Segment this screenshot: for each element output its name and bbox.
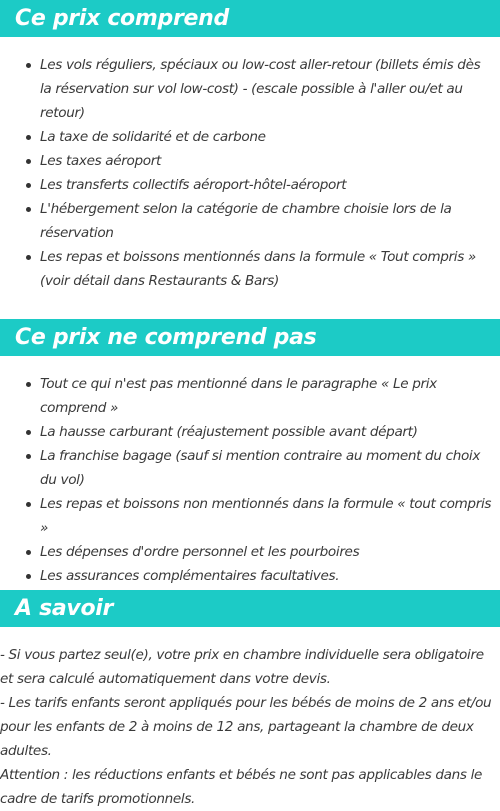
bullet-icon xyxy=(26,550,31,555)
list-item: La franchise bagage (sauf si mention contraire au moment du choix du vol) xyxy=(0,444,500,492)
list-item: La hausse carburant (réajustement possible avant départ) xyxy=(0,420,500,444)
list-item: Les repas et boissons mentionnés dans la formule « Tout compris » (voir détail dans Restaurants & Bars) xyxy=(0,245,500,293)
bullet-icon xyxy=(26,63,31,68)
bullet-icon xyxy=(26,207,31,212)
list-item: Les assurances complémentaires facultatives. xyxy=(0,564,500,588)
bullet-icon xyxy=(26,574,31,579)
list-item: Les vols réguliers, spéciaux ou low-cost aller-retour (billets émis dès la réservation sur vol low-cost) - (escale possible à l'aller ou/et au retour) xyxy=(0,53,500,125)
bullet-icon xyxy=(26,430,31,435)
info-paragraph: - Si vous partez seul(e), votre prix en chambre individuelle sera obligatoire et sera calculé automatiquement dans votre devis. xyxy=(0,647,484,687)
section-title-includes: Ce prix comprend xyxy=(0,0,500,37)
info-text xyxy=(0,643,500,811)
bullet-icon xyxy=(26,382,31,387)
list-item: La taxe de solidarité et de carbone xyxy=(0,125,500,149)
bullet-icon xyxy=(26,454,31,459)
bullet-icon xyxy=(26,159,31,164)
section-title-info: A savoir xyxy=(0,590,500,627)
list-item: Les transferts collectifs aéroport-hôtel-aéroport xyxy=(0,173,500,197)
section-title-excludes: Ce prix ne comprend pas xyxy=(0,319,500,356)
list-item: Les taxes aéroport xyxy=(0,149,500,173)
bullet-icon xyxy=(26,255,31,260)
list-item: Tout ce qui n'est pas mentionné dans le paragraphe « Le prix comprend » xyxy=(0,372,500,420)
list-item: Les dépenses d'ordre personnel et les pourboires xyxy=(0,540,500,564)
bullet-icon xyxy=(26,183,31,188)
bullet-icon xyxy=(26,502,31,507)
bullet-icon xyxy=(26,135,31,140)
info-paragraph: - Les tarifs enfants seront appliqués pour les bébés de moins de 2 ans et/ou pour les enfants de 2 à moins de 12 ans, partageant la chambre de deux adultes. xyxy=(0,695,492,759)
list-item: L'hébergement selon la catégorie de chambre choisie lors de la réservation xyxy=(0,197,500,245)
excludes-list xyxy=(0,372,500,588)
list-item: Les repas et boissons non mentionnés dans la formule « tout compris » xyxy=(0,492,500,540)
includes-list xyxy=(0,53,500,293)
info-paragraph: Attention : les réductions enfants et bébés ne sont pas applicables dans le cadre de tarifs promotionnels. xyxy=(0,767,483,807)
